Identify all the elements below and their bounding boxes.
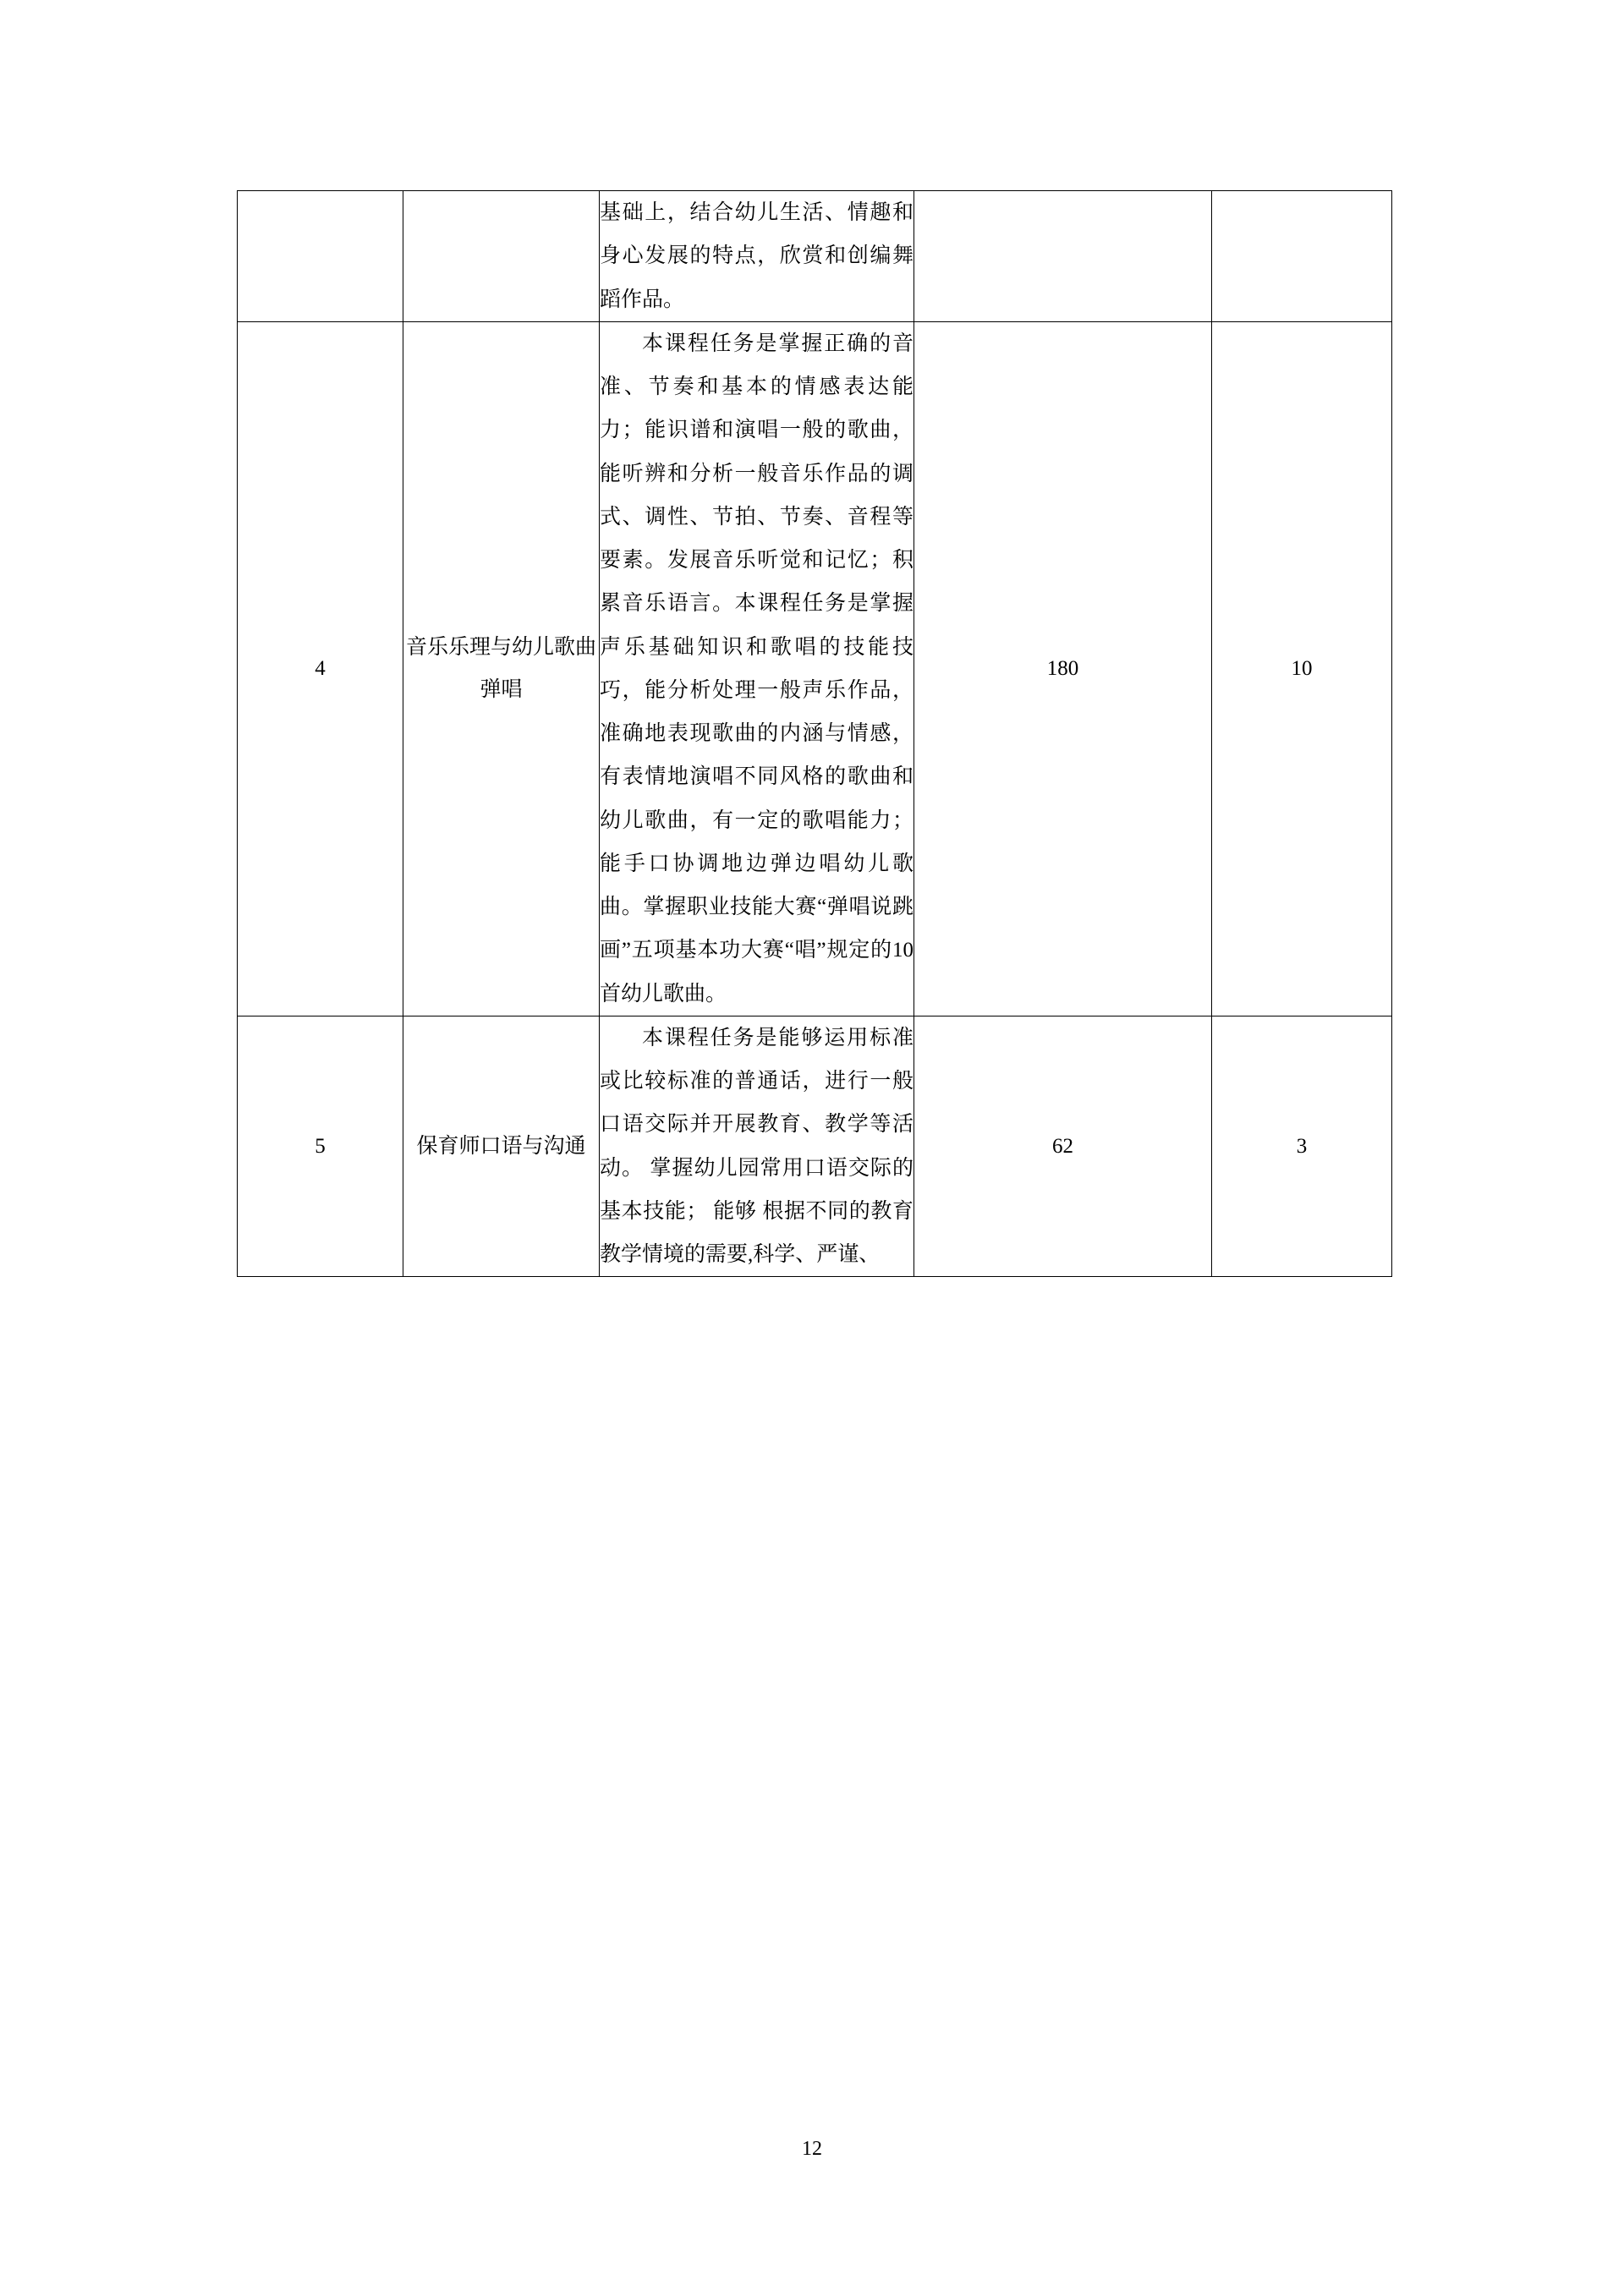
cell-course-hours: 62 bbox=[914, 1016, 1212, 1277]
cell-sequence-number bbox=[238, 191, 403, 322]
cell-course-name bbox=[403, 191, 600, 322]
cell-course-credits: 10 bbox=[1212, 321, 1392, 1016]
cell-sequence-number: 5 bbox=[238, 1016, 403, 1277]
curriculum-table bbox=[237, 190, 1392, 1277]
cell-course-hours bbox=[914, 191, 1212, 322]
cell-sequence-number: 4 bbox=[238, 321, 403, 1016]
cell-course-name: 音乐乐理与幼儿歌曲弹唱 bbox=[403, 321, 600, 1016]
table-row bbox=[238, 191, 1392, 322]
cell-course-name: 保育师口语与沟通 bbox=[403, 1016, 600, 1277]
cell-course-credits bbox=[1212, 191, 1392, 322]
cell-course-hours: 180 bbox=[914, 321, 1212, 1016]
cell-course-description: 基础上，结合幼儿生活、情趣和身心发展的特点，欣赏和创编舞蹈作品。 bbox=[600, 191, 914, 322]
cell-course-description: 本课程任务是掌握正确的音准、节奏和基本的情感表达能力；能识谱和演唱一般的歌曲，能听辨和分析一般音乐作品的调式、调性、节拍、节奏、音程等要素。发展音乐听觉和记忆；积累音乐语言。本课程任务是掌握声乐基础知识和歌唱的技能技巧，能分析处理一般声乐作品，准确地表现歌曲的内涵与情感，有表情地演唱不同风格的歌曲和幼儿歌曲，有一定的歌唱能力；能手口协调地边弹边唱幼儿歌曲。掌握职业技能大赛“弹唱说跳画”五项基本功大赛“唱”规定的10首幼儿歌曲。 bbox=[600, 321, 914, 1016]
cell-course-credits: 3 bbox=[1212, 1016, 1392, 1277]
cell-course-description: 本课程任务是能够运用标准或比较标准的普通话，进行一般口语交际并开展教育、教学等活动。 掌握幼儿园常用口语交际的基本技能； 能够 根据不同的教育教学情境的需要,科学、严谨、 bbox=[600, 1016, 914, 1277]
table-row bbox=[238, 1016, 1392, 1277]
page-number: 12 bbox=[802, 2138, 822, 2160]
table-row bbox=[238, 321, 1392, 1016]
